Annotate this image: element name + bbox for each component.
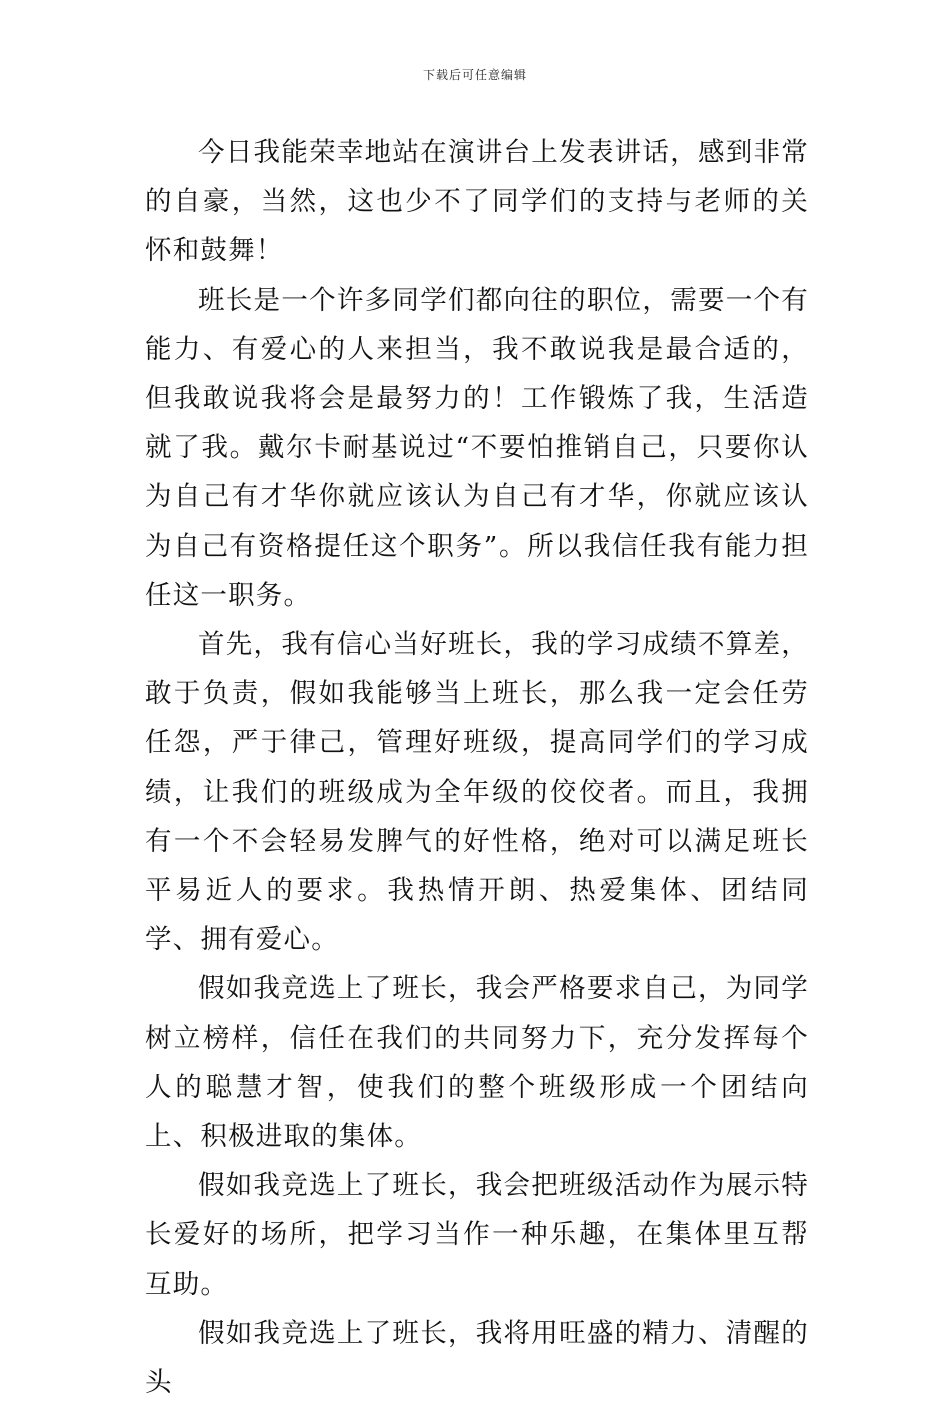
paragraph-2: 班长是一个许多同学们都向往的职位，需要一个有能力、有爱心的人来担当，我不敢说我是最合适的，但我敢说我将会是最努力的！工作锻炼了我，生活造就了我。戴尔卡耐基说过“不要怕推销自己，只要你认为自己有才华你就应该认为自己有才华，你就应该认为自己有资格提任这个职务”。所以我信任我有能力担任这一职务。 [145, 284, 809, 611]
page-header-note: 下载后可任意编辑 [422, 68, 527, 82]
paragraph-1: 今日我能荣幸地站在演讲台上发表讲话，感到非常的自豪，当然，这也少不了同学们的支持与老师的关怀和鼓舞！ [145, 137, 809, 267]
paragraph-3: 首先，我有信心当好班长，我的学习成绩不算差，敢于负责，假如我能够当上班长，那么我一定会任劳任怨，严于律己，管理好班级，提高同学们的学习成绩，让我们的班级成为全年级的佼佼者。而且，我拥有一个不会轻易发脾气的好性格，绝对可以满足班长平易近人的要求。我热情开朗、热爱集体、团结同学、拥有爱心。 [145, 629, 809, 956]
paragraph-6: 假如我竞选上了班长，我将用旺盛的精力、清醒的头 [145, 1317, 809, 1399]
paragraph-4: 假如我竞选上了班长，我会严格要求自己，为同学树立榜样，信任在我们的共同努力下，充分发挥每个人的聪慧才智，使我们的整个班级形成一个团结向上、积极进取的集体。 [145, 973, 809, 1153]
paragraph-5: 假如我竞选上了班长，我会把班级活动作为展示特长爱好的场所，把学习当作一种乐趣，在集体里互帮互助。 [145, 1170, 809, 1300]
document-body [145, 128, 809, 1407]
